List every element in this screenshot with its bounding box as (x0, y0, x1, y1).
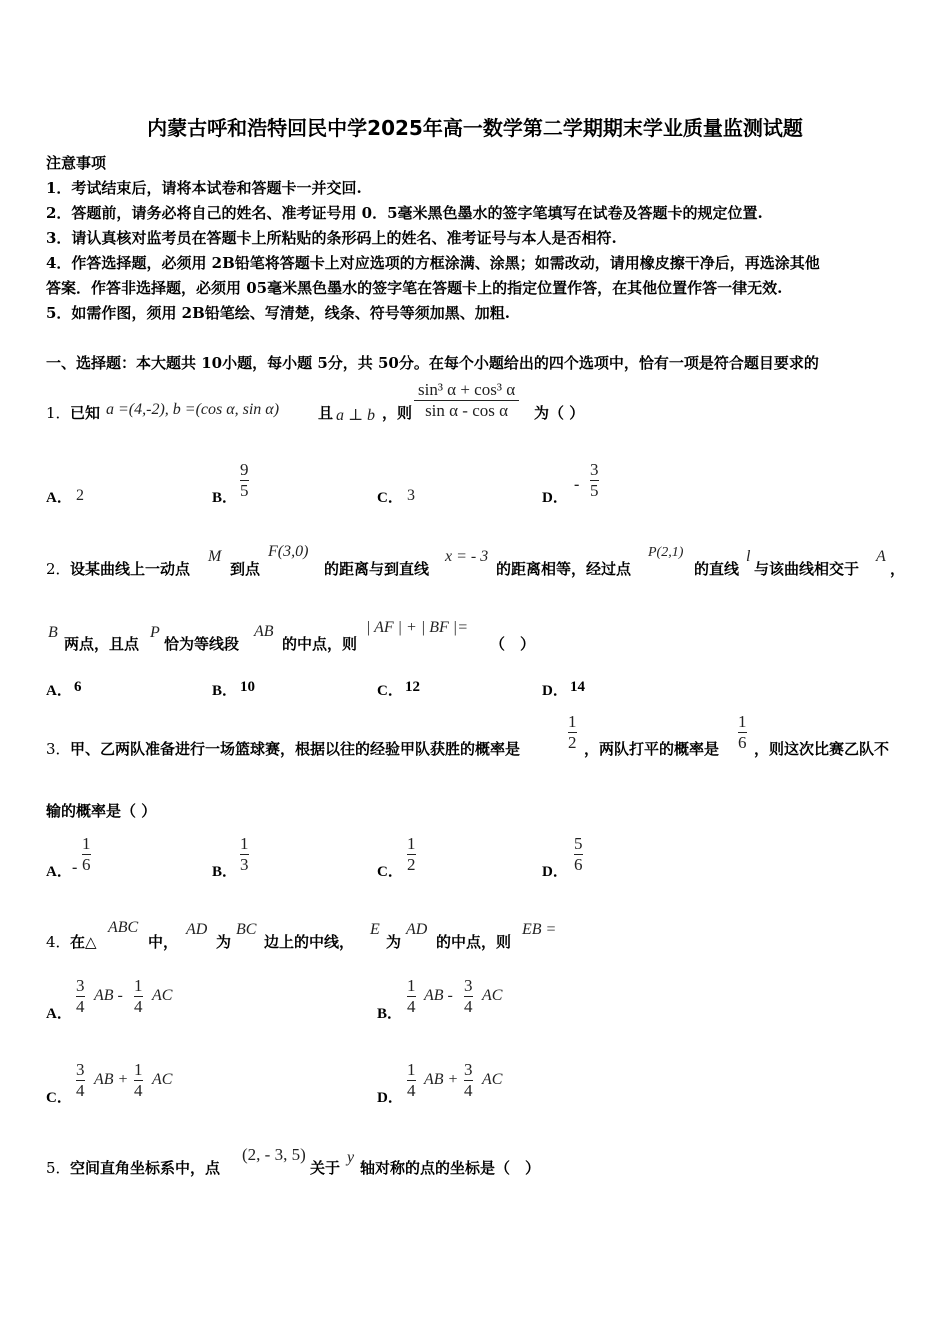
math-expression: a =(4,-2), b =(cos α, sin α) (106, 401, 280, 418)
fraction-numerator: 3 (76, 976, 85, 995)
option-label: A． (46, 490, 72, 506)
math-expression: (2, - 3, 5) (242, 1145, 306, 1164)
question-text: 为 (386, 933, 402, 951)
fraction (134, 1060, 143, 1101)
fraction-denominator: 6 (82, 855, 91, 874)
option-label: D． (542, 683, 568, 699)
option-label: D． (377, 1090, 403, 1106)
math-expression: AD (406, 921, 428, 938)
fraction (134, 976, 143, 1017)
question-text: 关于 (310, 1159, 341, 1177)
fraction-numerator: 1 (134, 1060, 143, 1079)
option-value: 14 (570, 679, 585, 695)
vector-term: AB - (94, 987, 123, 1004)
fraction-numerator: 3 (464, 976, 473, 995)
fraction (738, 712, 747, 753)
option-value: 12 (405, 679, 420, 695)
notice-item: 3．请认真核对监考员在答题卡上所粘贴的条形码上的姓名、准考证号与本人是否相符. (46, 229, 617, 247)
fraction (414, 380, 519, 421)
question-text: 轴对称的点的坐标是（ ） (360, 1159, 541, 1177)
question-text: ，则这次比赛乙队不 (754, 740, 890, 758)
fraction-denominator: 6 (738, 733, 747, 752)
fraction (407, 976, 416, 1017)
question-text: 的距离与到直线 (324, 560, 430, 578)
option-label: C． (377, 490, 403, 506)
option-value: 10 (240, 679, 255, 695)
fraction-denominator: sin α - cos α (414, 400, 519, 421)
question-text: 的中点，则 (282, 635, 358, 653)
fraction-numerator: 3 (464, 1060, 473, 1079)
fraction (407, 1060, 416, 1101)
vector-term: AC (482, 987, 503, 1004)
fraction-denominator: 4 (464, 997, 473, 1016)
option-label: D． (542, 490, 568, 506)
question-number: 4． (46, 933, 71, 951)
question-text: ， (890, 560, 906, 578)
vector-term: AB - (424, 987, 453, 1004)
math-expression: y (347, 1149, 355, 1166)
notice-item: 答案．作答非选择题，必须用 05毫米黑色墨水的签字笔在答题卡上的指定位置作答，在其他位置作答一律无效. (46, 279, 783, 297)
notice-heading: 注意事项 (46, 154, 107, 172)
math-expression: l (746, 548, 751, 565)
option-label: C． (377, 683, 403, 699)
fraction (568, 712, 577, 753)
fraction-numerator: 3 (590, 460, 599, 479)
option-label: B． (377, 1006, 403, 1022)
math-expression: B (48, 624, 58, 641)
option-label: B． (212, 864, 238, 880)
question-text: 的中点，则 (436, 933, 512, 951)
fraction (464, 976, 473, 1017)
fraction (464, 1060, 473, 1101)
option-label: B． (212, 683, 238, 699)
math-expression: M (208, 548, 222, 565)
minus-sign: - (574, 476, 580, 493)
math-expression: A (876, 548, 886, 565)
question-text: ，两队打平的概率是 (584, 740, 720, 758)
fraction-numerator: 9 (240, 460, 249, 479)
fraction-denominator: 5 (590, 481, 599, 500)
question-text: 输的概率是（ ） (46, 802, 157, 820)
fraction (574, 834, 583, 875)
option-value: 3 (407, 487, 415, 504)
option-label: A． (46, 864, 72, 880)
fraction-numerator: 1 (407, 976, 416, 995)
question-text: ，则 (382, 404, 413, 422)
math-expression: AB (254, 623, 274, 640)
fraction-numerator: 1 (82, 834, 91, 853)
fraction (590, 460, 599, 501)
option-label: A． (46, 1006, 72, 1022)
minus-sign: - (72, 859, 78, 876)
question-text: 在△ (70, 933, 97, 951)
vector-term: AC (152, 987, 173, 1004)
fraction (76, 976, 85, 1017)
question-text: 到点 (230, 560, 261, 578)
question-text: 且 (318, 404, 334, 422)
vector-term: AB + (94, 1071, 129, 1088)
notice-item: 5．如需作图，须用 2B铅笔绘、写清楚，线条、符号等须加黑、加粗. (46, 304, 510, 322)
fraction-numerator: 1 (134, 976, 143, 995)
question-text: 中， (148, 933, 179, 951)
question-text: 设某曲线上一动点 (70, 560, 191, 578)
fraction-denominator: 4 (134, 997, 143, 1016)
fraction (407, 834, 416, 875)
fraction-numerator: 3 (76, 1060, 85, 1079)
fraction-denominator: 5 (240, 481, 249, 500)
fraction-numerator: 1 (407, 1060, 416, 1079)
question-text: 边上的中线， (264, 933, 355, 951)
fraction-denominator: 2 (407, 855, 416, 874)
section-heading: 一、选择题：本大题共 10小题，每小题 5分，共 50分。在每个小题给出的四个选项中，恰有一项是符合题目要求的 (46, 354, 819, 372)
question-text: 已知 (70, 404, 101, 422)
fraction-numerator: 1 (407, 834, 416, 853)
fraction-numerator: 1 (568, 712, 577, 731)
fraction-denominator: 4 (76, 997, 85, 1016)
fraction-numerator: 1 (240, 834, 249, 853)
question-text: 与该曲线相交于 (754, 560, 860, 578)
question-number: 5． (46, 1159, 71, 1177)
question-text: 甲、乙两队准备进行一场篮球赛，根据以往的经验甲队获胜的概率是 (70, 740, 521, 758)
option-label: A． (46, 683, 72, 699)
vector-term: AC (152, 1071, 173, 1088)
math-expression: E (370, 921, 380, 938)
math-expression: EB = (522, 921, 557, 938)
fraction-denominator: 2 (568, 733, 577, 752)
math-expression: x = - 3 (445, 548, 489, 565)
question-number: 2． (46, 560, 71, 578)
math-expression: F(3,0) (268, 543, 309, 560)
math-expression: BC (236, 921, 257, 938)
math-expression: a ⊥ b (336, 407, 376, 424)
vector-term: AC (482, 1071, 503, 1088)
question-text: 的直线 (694, 560, 740, 578)
math-expression: P (150, 624, 160, 641)
math-expression: P(2,1) (648, 545, 684, 560)
option-value: 6 (74, 679, 82, 695)
option-label: B． (212, 490, 238, 506)
question-text: 为 (216, 933, 232, 951)
fraction-numerator: 5 (574, 834, 583, 853)
page-title: 内蒙古呼和浩特回民中学2025年高一数学第二学期期末学业质量监测试题 (147, 116, 803, 140)
vector-term: AB + (424, 1071, 459, 1088)
fraction (82, 834, 91, 875)
question-text: 恰为等线段 (164, 635, 240, 653)
question-number: 1． (46, 404, 71, 422)
math-expression: ABC (108, 919, 139, 936)
option-label: D． (542, 864, 568, 880)
question-text: 两点，且点 (64, 635, 140, 653)
fraction (240, 460, 249, 501)
notice-item: 1．考试结束后，请将本试卷和答题卡一并交回. (46, 179, 362, 197)
fraction-numerator: 1 (738, 712, 747, 731)
fraction-denominator: 4 (407, 1081, 416, 1100)
fraction-denominator: 4 (407, 997, 416, 1016)
fraction-denominator: 4 (134, 1081, 143, 1100)
fraction-denominator: 4 (464, 1081, 473, 1100)
question-number: 3． (46, 740, 71, 758)
fraction-denominator: 4 (76, 1081, 85, 1100)
notice-item: 4．作答选择题，必须用 2B铅笔将答题卡上对应选项的方框涂满、涂黑；如需改动，请用橡皮擦干净后，再选涂其他 (46, 254, 820, 272)
fraction (240, 834, 249, 875)
fraction (76, 1060, 85, 1101)
fraction-numerator: sin³ α + cos³ α (418, 380, 516, 399)
question-text: 为（ ） (534, 404, 585, 422)
math-expression: | AF | + | BF |= (366, 619, 468, 636)
notice-item: 2．答题前，请务必将自己的姓名、准考证号用 0．5毫米黑色墨水的签字笔填写在试卷及答题卡的规定位置. (46, 204, 763, 222)
question-text: 空间直角坐标系中，点 (70, 1159, 221, 1177)
question-text: 的距离相等，经过点 (496, 560, 632, 578)
fraction-denominator: 6 (574, 855, 583, 874)
option-label: C． (46, 1090, 72, 1106)
option-label: C． (377, 864, 403, 880)
fraction-denominator: 3 (240, 855, 249, 874)
option-value: 2 (76, 487, 84, 504)
math-expression: AD (186, 921, 208, 938)
question-text: （ ） (490, 635, 536, 653)
